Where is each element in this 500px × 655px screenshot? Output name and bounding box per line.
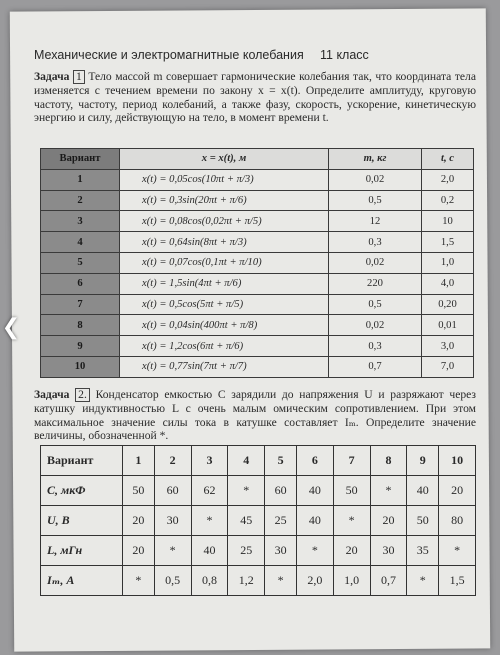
variant-number: 5 <box>41 252 120 273</box>
quantity-value: 80 <box>439 506 476 536</box>
quantity-value: 25 <box>228 536 265 566</box>
task-2 <box>34 388 476 443</box>
quantity-value: 25 <box>265 506 297 536</box>
quantity-value: * <box>265 566 297 596</box>
column-header: x = x(t), м <box>120 149 329 170</box>
time-value: 1,0 <box>422 252 474 273</box>
motion-law: x(t) = 0,64sin(8πt + π/3) <box>120 232 329 253</box>
quantity-value: 20 <box>333 536 370 566</box>
quantity-label: L, мГн <box>41 536 123 566</box>
variant-number: 2 <box>41 190 120 211</box>
variant-number: 10 <box>41 356 120 377</box>
motion-law: x(t) = 0,04sin(400πt + π/8) <box>120 315 329 336</box>
task-2-number: 2. <box>75 388 90 402</box>
motion-law: x(t) = 0,3sin(20πt + π/6) <box>120 190 329 211</box>
quantity-value: * <box>296 536 333 566</box>
variant-number: 4 <box>41 232 120 253</box>
column-header: 8 <box>370 446 407 476</box>
quantity-value: 1,2 <box>228 566 265 596</box>
column-header: 6 <box>296 446 333 476</box>
quantity-value: 20 <box>123 506 155 536</box>
motion-law: x(t) = 1,2cos(6πt + π/6) <box>120 336 329 357</box>
mass-value: 12 <box>329 211 422 232</box>
motion-law: x(t) = 0,77sin(7πt + π/7) <box>120 356 329 377</box>
column-header: 5 <box>265 446 297 476</box>
task-1-text: Тело массой m совершает гармонические колебания так, что координата тела изменяется с течением времени по закону x = x(t). Определите амплитуду, круговую частоту, частоту, период колебаний, а также фазу, скорость, ускорение, кинетическую энергию и силу, действующую на тело, в момент времени t. <box>34 70 476 125</box>
task-1-label: Задача <box>34 70 70 83</box>
column-header: 9 <box>407 446 439 476</box>
table-variants-oscillation <box>40 148 474 378</box>
quantity-value: * <box>439 536 476 566</box>
motion-law: x(t) = 0,05cos(10πt + π/3) <box>120 169 329 190</box>
time-value: 7,0 <box>422 356 474 377</box>
table-row <box>41 252 474 273</box>
mass-value: 0,02 <box>329 252 422 273</box>
table-row <box>41 273 474 294</box>
variant-number: 1 <box>41 169 120 190</box>
variant-number: 6 <box>41 273 120 294</box>
task-2-text: Конденсатор емкостью C зарядили до напряжения U и разряжают через катушку индуктивностью L с очень малым омическим сопротивлением. При этом максимальное значение силы тока в катушке составляет Iₘ. Определите значение величины, обозначенной *. <box>34 388 477 443</box>
quantity-value: * <box>228 476 265 506</box>
table-row <box>41 232 474 253</box>
quantity-value: 40 <box>407 476 439 506</box>
quantity-value: 20 <box>123 536 155 566</box>
quantity-value: 35 <box>407 536 439 566</box>
column-header: 7 <box>333 446 370 476</box>
quantity-value: 0,7 <box>370 566 407 596</box>
task-1 <box>34 70 476 125</box>
quantity-value: * <box>191 506 228 536</box>
time-value: 2,0 <box>422 169 474 190</box>
table-row <box>41 211 474 232</box>
time-value: 4,0 <box>422 273 474 294</box>
table-row <box>41 315 474 336</box>
quantity-value: 1,5 <box>439 566 476 596</box>
quantity-value: 40 <box>191 536 228 566</box>
mass-value: 0,3 <box>329 336 422 357</box>
table-row <box>41 336 474 357</box>
mass-value: 0,3 <box>329 232 422 253</box>
time-value: 0,01 <box>422 315 474 336</box>
chevron-left-icon[interactable]: ❮ <box>1 314 21 340</box>
column-header: 1 <box>123 446 155 476</box>
quantity-value: 50 <box>123 476 155 506</box>
mass-value: 0,5 <box>329 190 422 211</box>
column-header: Вариант <box>41 149 120 170</box>
variant-number: 7 <box>41 294 120 315</box>
variant-number: 3 <box>41 211 120 232</box>
quantity-value: 45 <box>228 506 265 536</box>
quantity-value: 40 <box>296 506 333 536</box>
variant-number: 8 <box>41 315 120 336</box>
table-row <box>41 566 476 596</box>
quantity-value: 50 <box>407 506 439 536</box>
quantity-value: * <box>370 476 407 506</box>
table-row <box>41 476 476 506</box>
quantity-label: Iₘ, А <box>41 566 123 596</box>
quantity-value: 40 <box>296 476 333 506</box>
mass-value: 0,02 <box>329 315 422 336</box>
column-header: 4 <box>228 446 265 476</box>
task-2-label: Задача <box>34 388 70 401</box>
table-header-row <box>41 149 474 170</box>
mass-value: 0,5 <box>329 294 422 315</box>
table-row <box>41 536 476 566</box>
quantity-value: * <box>154 536 191 566</box>
quantity-value: 30 <box>154 506 191 536</box>
time-value: 1,5 <box>422 232 474 253</box>
column-header: 3 <box>191 446 228 476</box>
quantity-value: 62 <box>191 476 228 506</box>
column-header: Вариант <box>41 446 123 476</box>
table-header-row <box>41 446 476 476</box>
quantity-value: 2,0 <box>296 566 333 596</box>
table-row <box>41 506 476 536</box>
motion-law: x(t) = 0,07cos(0,1πt + π/10) <box>120 252 329 273</box>
motion-law: x(t) = 1,5sin(4πt + π/6) <box>120 273 329 294</box>
column-header: m, кг <box>329 149 422 170</box>
mass-value: 0,02 <box>329 169 422 190</box>
table-variants-circuit <box>40 445 476 596</box>
quantity-label: C, мкФ <box>41 476 123 506</box>
task-1-number: 1 <box>73 70 85 84</box>
quantity-value: 50 <box>333 476 370 506</box>
table-row <box>41 190 474 211</box>
time-value: 0,20 <box>422 294 474 315</box>
motion-law: x(t) = 0,5cos(5πt + π/5) <box>120 294 329 315</box>
quantity-label: U, В <box>41 506 123 536</box>
time-value: 3,0 <box>422 336 474 357</box>
page-title: Механические и электромагнитные колебания <box>34 48 304 62</box>
table-row <box>41 169 474 190</box>
quantity-value: 1,0 <box>333 566 370 596</box>
table-row <box>41 356 474 377</box>
quantity-value: 30 <box>370 536 407 566</box>
quantity-value: * <box>333 506 370 536</box>
mass-value: 220 <box>329 273 422 294</box>
page-header <box>34 48 474 62</box>
grade-label: 11 класс <box>320 48 369 62</box>
time-value: 10 <box>422 211 474 232</box>
mass-value: 0,7 <box>329 356 422 377</box>
column-header: t, с <box>422 149 474 170</box>
table-row <box>41 294 474 315</box>
quantity-value: 20 <box>370 506 407 536</box>
quantity-value: 0,5 <box>154 566 191 596</box>
quantity-value: * <box>123 566 155 596</box>
quantity-value: 60 <box>154 476 191 506</box>
column-header: 10 <box>439 446 476 476</box>
quantity-value: 30 <box>265 536 297 566</box>
time-value: 0,2 <box>422 190 474 211</box>
column-header: 2 <box>154 446 191 476</box>
motion-law: x(t) = 0,08cos(0,02πt + π/5) <box>120 211 329 232</box>
quantity-value: 60 <box>265 476 297 506</box>
variant-number: 9 <box>41 336 120 357</box>
quantity-value: 0,8 <box>191 566 228 596</box>
quantity-value: * <box>407 566 439 596</box>
quantity-value: 20 <box>439 476 476 506</box>
